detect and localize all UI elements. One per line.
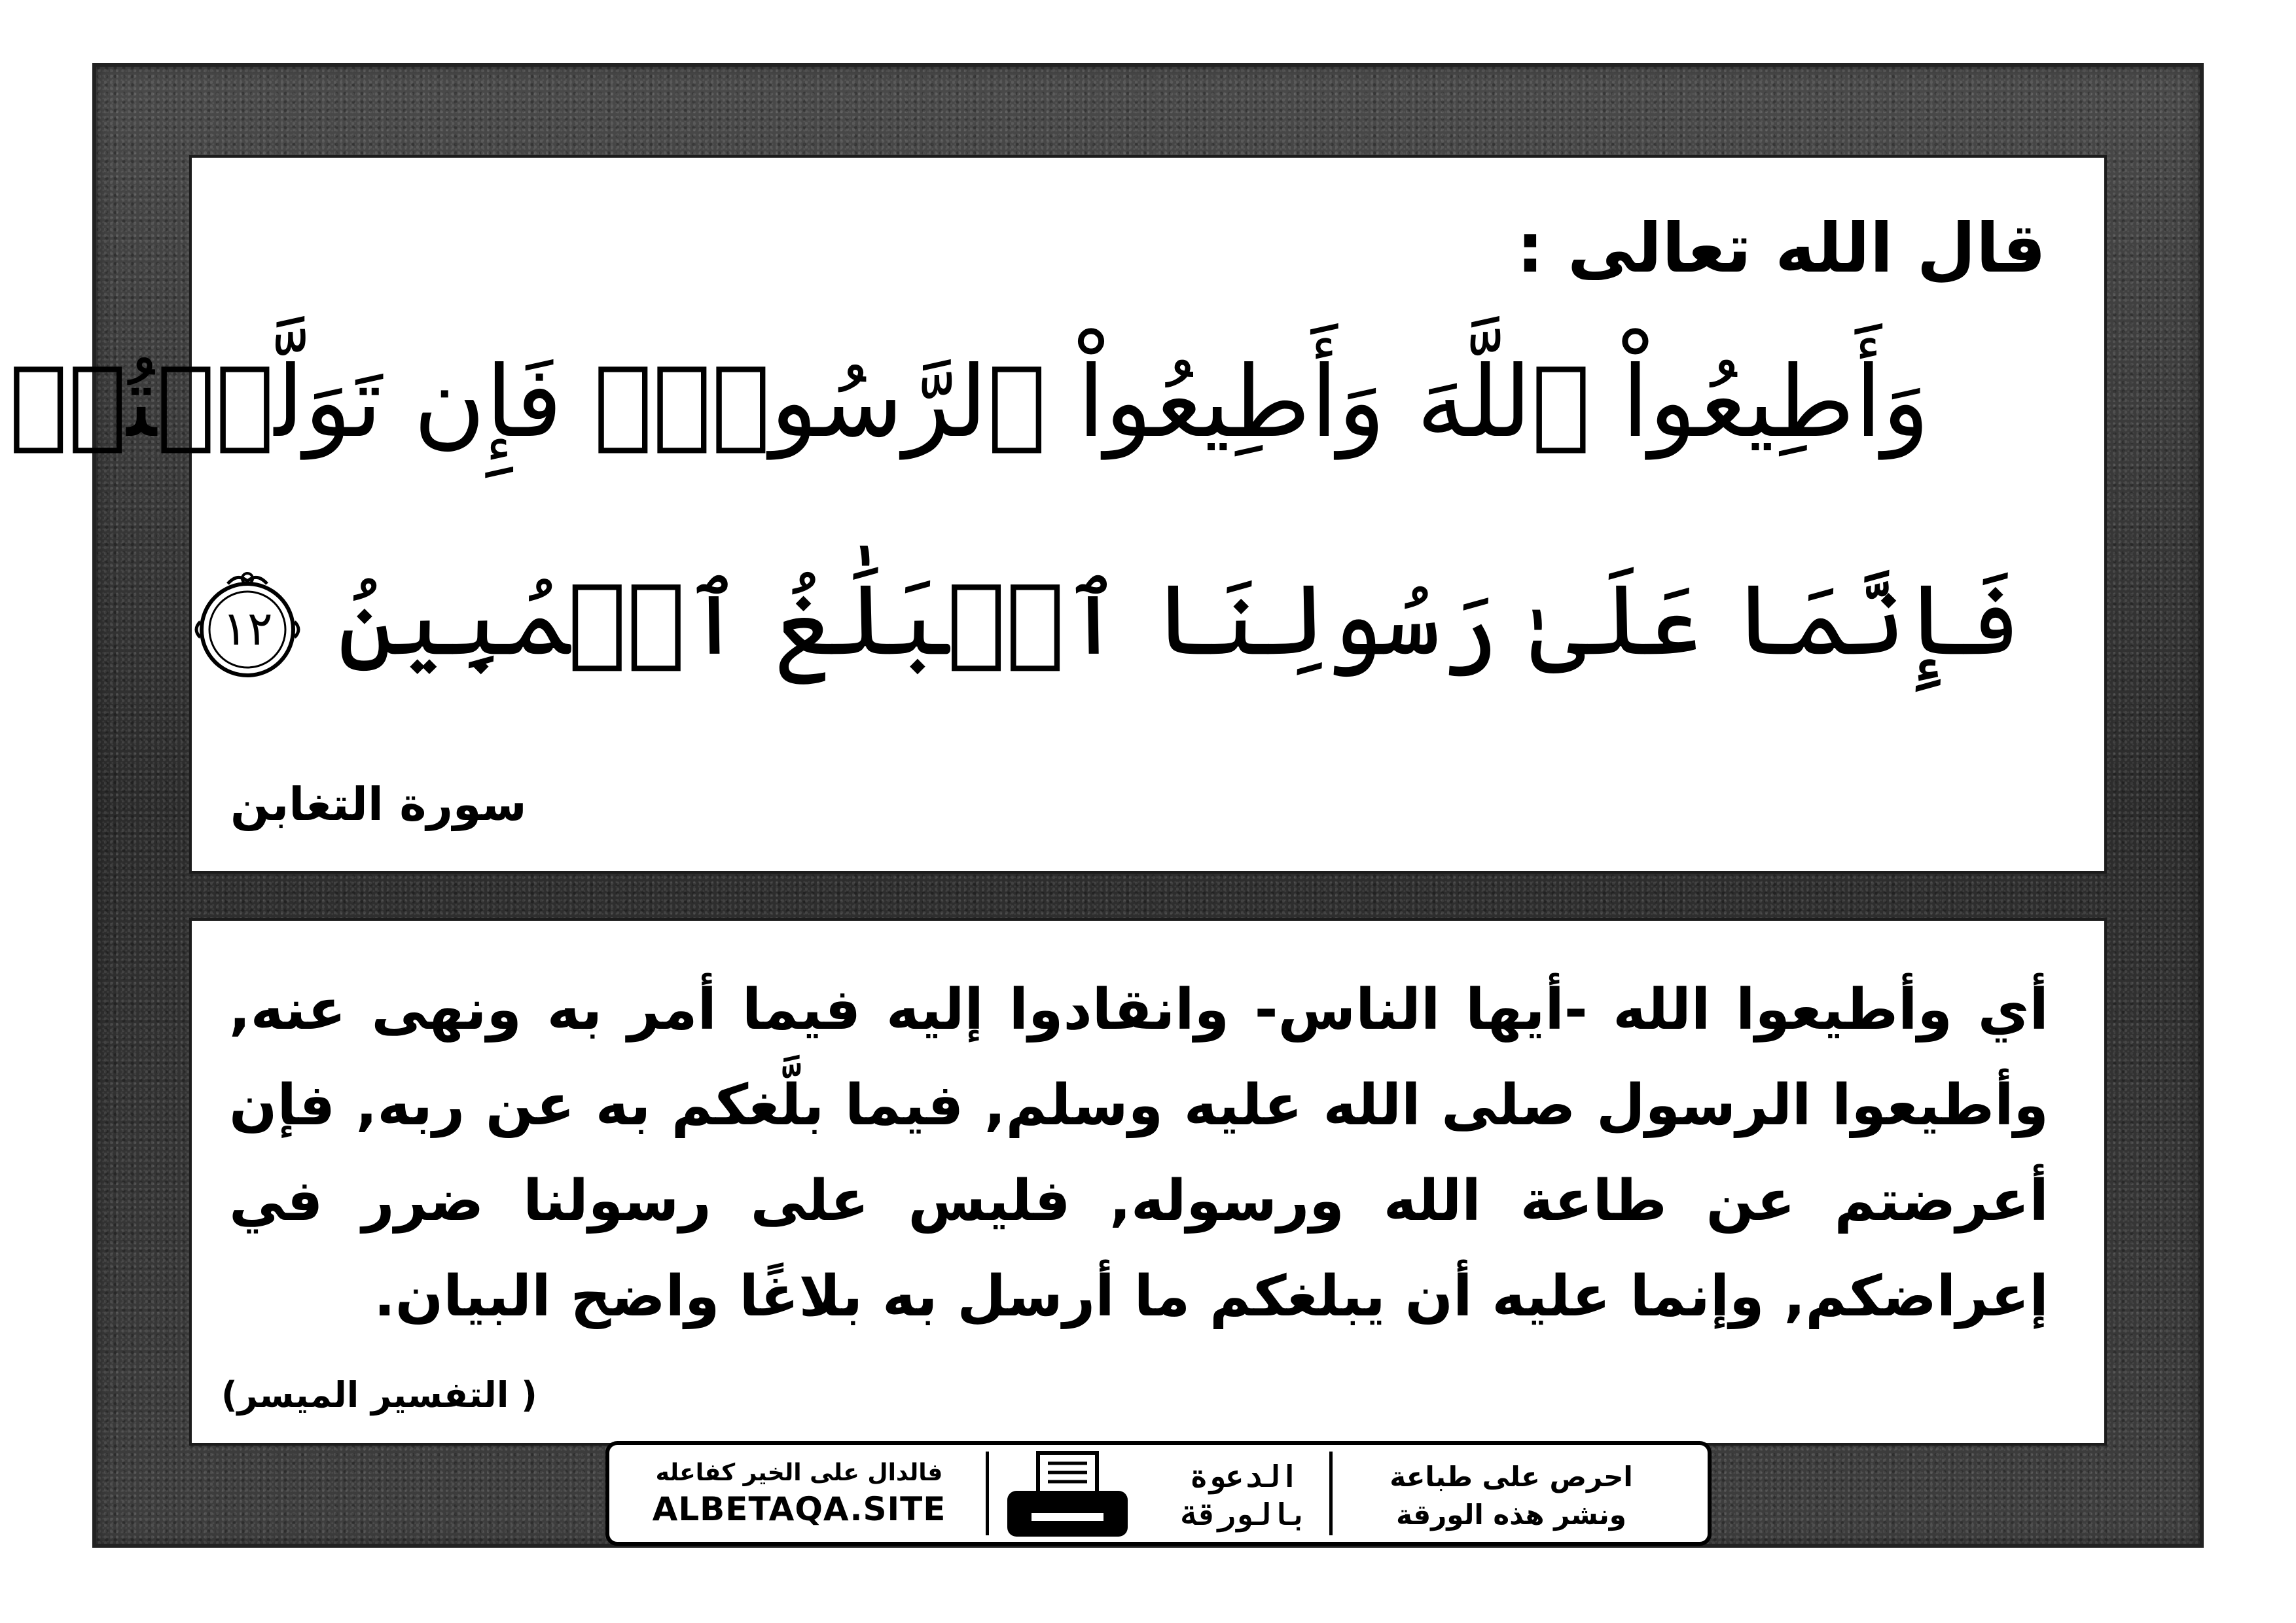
ayah-end-marker-icon [188,569,306,687]
logo-line-2: بالورقة [1181,1497,1308,1532]
footer-divider-right [1329,1452,1333,1535]
footer-divider-left [986,1452,989,1535]
verse-line-2: فَإِنَّمَا عَلَىٰ رَسُولِنَا ٱلۡبَلَٰغُ ٱلۡمُبِينُ [337,563,2021,677]
heading: قال الله تعالى : [1516,208,2046,288]
footer-right-line-1: احرص على طباعة [1390,1461,1633,1493]
footer-left [629,1459,969,1528]
surah-name: سورة التغابن [230,777,527,831]
footer-right-line-2: ونشر هذه الورقة [1396,1499,1626,1531]
verse-line-2-wrapper [175,563,2021,687]
footer-proverb: فالدال على الخير كفاعله [655,1459,943,1486]
site-link[interactable]: ALBETAQA.SITE [652,1490,946,1528]
dawah-logo [1175,1449,1313,1542]
tafsir-text: أي وأطيعوا الله -أيها الناس- وانقادوا إليه فيما أمر به ونهى عنه, وأطيعوا الرسول صلى الله عليه وسلم, فيما بلَّغكم به عن ربه, فإن أعرضتم عن طاعة الله ورسوله, فليس على رسولنا ضرر في إعراضكم, وإنما عليه أن يبلغكم ما أرسل به بلاغًا واضح البيان. [229,977,2049,1329]
footer-right [1341,1458,1681,1534]
logo-line-1: الدعوة [1189,1459,1299,1494]
verse-line-1: وَأَطِيعُواْ ٱللَّهَ وَأَطِيعُواْ ٱلرَّسُولَۚ فَإِن تَوَلَّيۡتُمۡ [9,346,1929,459]
tafsir-source: ( التفسير الميسر) [221,1374,537,1416]
printer-icon [1002,1450,1133,1542]
footer-banner [605,1441,1712,1546]
ayah-number: ١٢ [222,601,273,656]
